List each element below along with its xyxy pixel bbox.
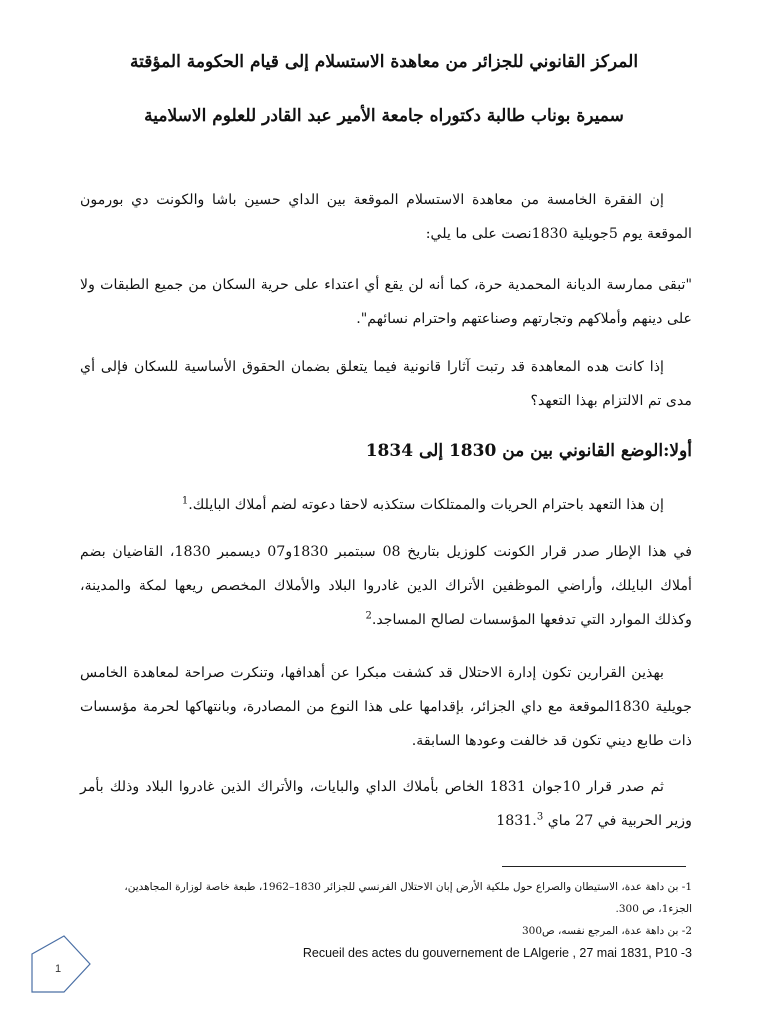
section-paragraph-4-text: ثم صدر قرار 10جوان 1831 الخاص بأملاك الداي والبايات، والأتراك الذين غادروا البلاد وذلك بأمر وزير الحربية في 27 ماي 1831. — [80, 779, 692, 829]
footnote-ref-2: 2 — [365, 610, 372, 622]
footnote-3: Recueil des actes du gouvernement de LAlgerie , 27 mai 1831, P10 -3 — [302, 946, 692, 960]
footnote-1-line-1: 1- بن داهة عدة، الاستيطان والصراع حول ملكية الأرض إبان الاحتلال الفرنسي للجزائر 1830–1962، طبعة خاصة لوزارة المجاهدين، — [124, 881, 692, 893]
quoted-treaty-clause: "تبقى ممارسة الديانة المحمدية حرة، كما أنه لن يقع أي اعتداء على حرية السكان من جميع الطبقات ولا على دينهم وأملاكهم وتجارتهم وصناعتهم واحترام نسائهم". — [80, 277, 692, 327]
page-number: 1 — [54, 963, 62, 975]
section-paragraph-1-text: إن هذا التعهد باحترام الحريات والممتلكات ستكذبه لاحقا دعوته لضم أملاك البايلك. — [188, 497, 664, 513]
section-paragraph-3: بهذين القرارين تكون إدارة الاحتلال قد كشفت مبكرا عن أهدافها، وتنكرت صراحة لمعاهدة الخامس جويلية 1830الموقعة مع داي الجزائر، بإقدامها على هذا النوع من المصادرة، وبانتهاكها لحرمة مؤسسات ذات طابع ديني تكون قد خالفت وعودها السابقة. — [80, 665, 692, 749]
footnote-2: 2- بن داهة عدة، المرجع نفسه، ص300 — [521, 925, 692, 937]
section-paragraph-2-text: في هذا الإطار صدر قرار الكونت كلوزيل بتاريخ 08 سبتمبر 1830و07 ديسمبر 1830، القاضيان بضم أملاك البايلك، وأراضي الموظفين الأتراك الدين غادروا البلاد والأملاك المخصص ريعها لمكة والمدينة، وكذلك الموارد التي تدفعها المؤسسات لصالح المساجد. — [80, 544, 692, 628]
footnote-1-line-2: الجزء1، ص 300. — [615, 903, 692, 915]
section-paragraph-1 — [80, 488, 692, 522]
section-paragraph-2 — [80, 535, 692, 637]
footnote-separator — [502, 866, 686, 867]
intro-paragraph-1: إن الفقرة الخامسة من معاهدة الاستسلام الموقعة بين الداي حسين باشا والكونت دي بورمون الموقعة يوم 5جويلية 1830نصت على ما يلي: — [80, 192, 692, 242]
intro-paragraph-3: إذا كانت هده المعاهدة قد رتبت آثارا قانونية فيما يتعلق بضمان الحقوق الأساسية للسكان فإلى أي مدى تم الالتزام بهذا التعهد؟ — [80, 359, 692, 409]
footnote-ref-1: 1 — [181, 495, 189, 507]
footnote-ref-3: 3 — [536, 811, 544, 823]
section-paragraph-4 — [80, 770, 692, 838]
section-heading: أولا:الوضع القانوني بين من 1830 إلى 1834 — [365, 441, 692, 461]
author-line: سميرة بوناب طالبة دكتوراه جامعة الأمير عبد القادر للعلوم الاسلامية — [144, 106, 624, 126]
document-title: المركز القانوني للجزائر من معاهدة الاستسلام إلى قيام الحكومة المؤقتة — [129, 52, 639, 72]
